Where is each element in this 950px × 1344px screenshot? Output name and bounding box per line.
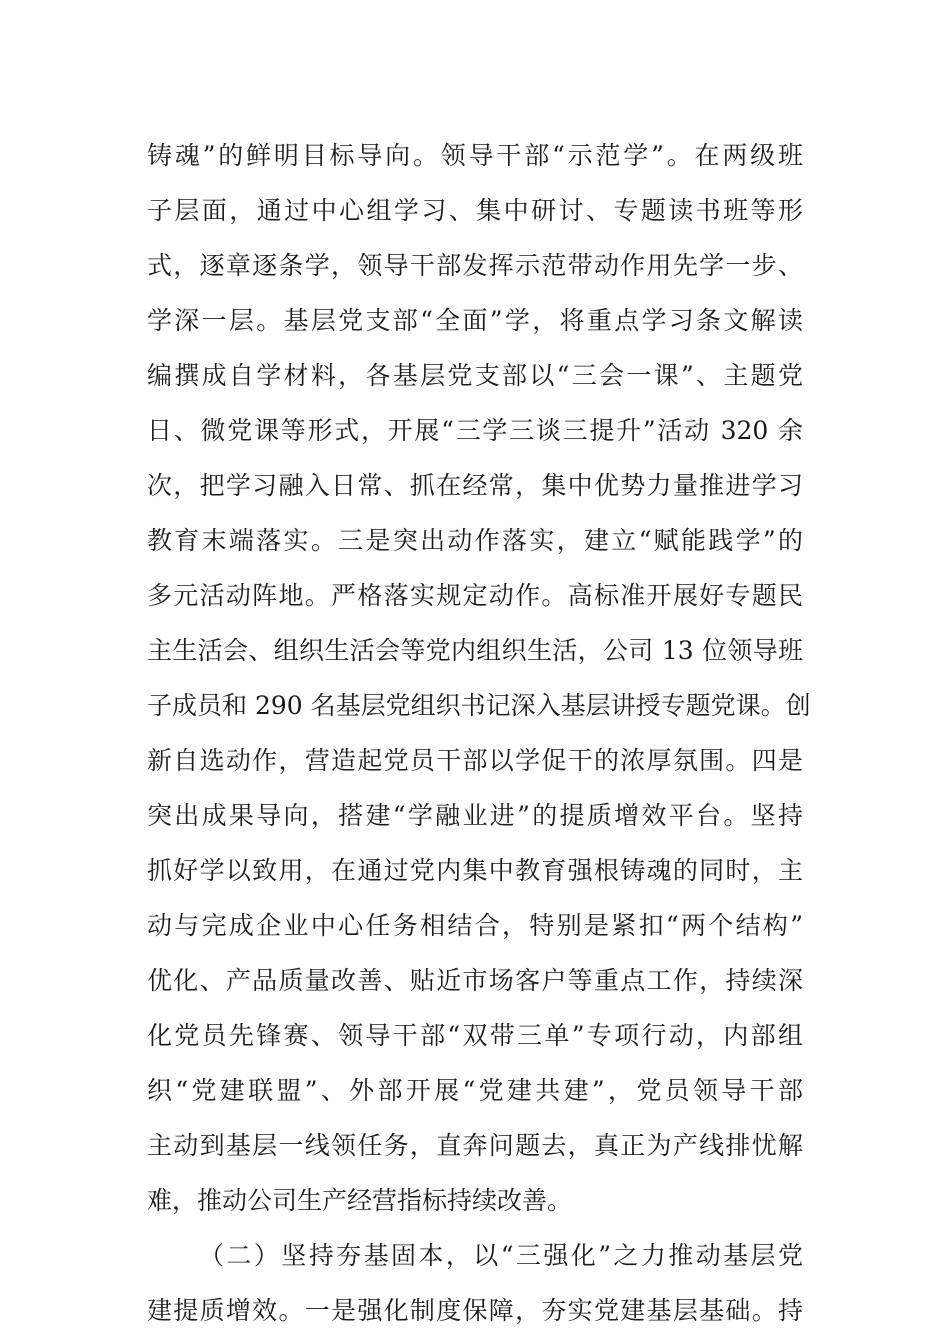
text-line: 优化、产品质量改善、贴近市场客户等重点工作，持续深: [147, 966, 803, 995]
text-line: 突出成果导向，搭建“学融业进”的提质增效平台。坚持: [147, 801, 803, 830]
text-line: 式，逐章逐条学，领导干部发挥示范带动作用先学一步、: [147, 251, 803, 280]
text-line: 铸魂”的鲜明目标导向。领导干部“示范学”。在两级班: [147, 141, 803, 170]
text-line: 织“党建联盟”、外部开展“党建共建”，党员领导干部: [147, 1076, 803, 1105]
text-line: 新自选动作，营造起党员干部以学促干的浓厚氛围。四是: [147, 746, 803, 775]
text-line: 次，把学习融入日常、抓在经常，集中优势力量推进学习: [147, 471, 803, 500]
text-line: 主生活会、组织生活会等党内组织生活，公司 13 位领导班: [147, 636, 803, 665]
text-line: 动与完成企业中心任务相结合，特别是紧扣“两个结构”: [147, 911, 803, 940]
text-line: 抓好学以致用，在通过党内集中教育强根铸魂的同时，主: [147, 856, 803, 885]
text-line-paragraph-end: 难，推动公司生产经营指标持续改善。: [147, 1186, 573, 1215]
body-text: [147, 128, 811, 1338]
text-line: 编撰成自学材料，各基层党支部以“三会一课”、主题党: [147, 361, 803, 390]
text-line: 学深一层。基层党支部“全面”学，将重点学习条文解读: [147, 306, 803, 335]
text-line: 建提质增效。一是强化制度保障，夯实党建基层基础。持: [147, 1296, 803, 1325]
text-line: 多元活动阵地。严格落实规定动作。高标准开展好专题民: [147, 581, 803, 610]
text-line: 教育末端落实。三是突出动作落实，建立“赋能践学”的: [147, 526, 803, 555]
text-line: 子层面，通过中心组学习、集中研讨、专题读书班等形: [147, 196, 803, 225]
text-line: 日、微党课等形式，开展“三学三谈三提升”活动 320 余: [147, 416, 803, 445]
text-line: 化党员先锋赛、领导干部“双带三单”专项行动，内部组: [147, 1021, 803, 1050]
text-line: 主动到基层一线领任务，直奔问题去，真正为产线排忧解: [147, 1131, 803, 1160]
section-heading-line: （二）坚持夯基固本，以“三强化”之力推动基层党: [199, 1241, 803, 1270]
text-line: 子成员和 290 名基层党组织书记深入基层讲授专题党课。创: [147, 691, 811, 720]
